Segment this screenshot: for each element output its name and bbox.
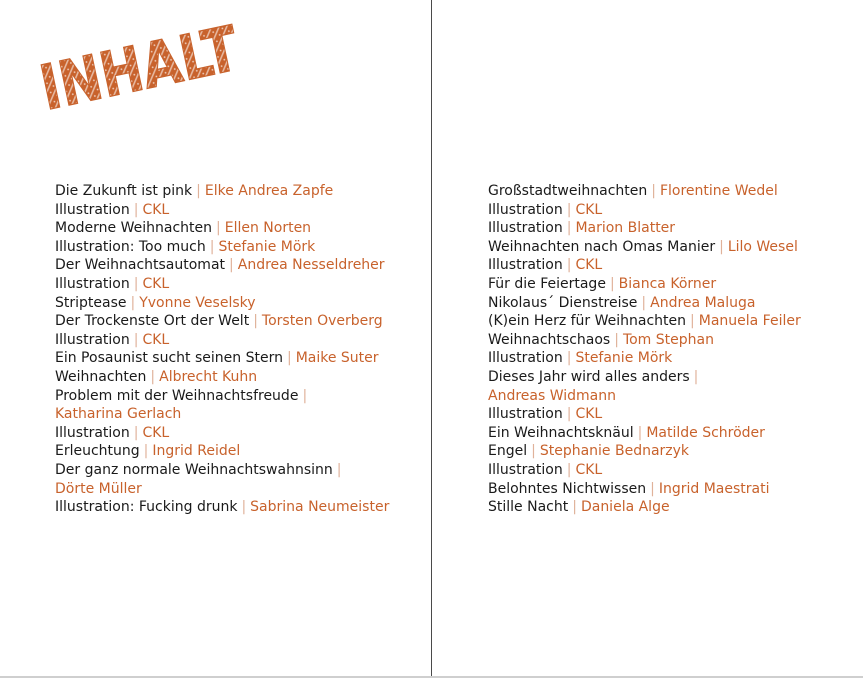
toc-entry [55, 294, 415, 313]
toc-entry [488, 480, 848, 499]
toc-entry [488, 219, 848, 238]
toc-entry-author: Torsten Overberg [261, 313, 383, 330]
toc-entry-separator: | [286, 350, 292, 367]
toc-entry [488, 498, 848, 517]
toc-entry [488, 442, 848, 461]
toc-entry-title: Für die Feiertage [488, 275, 606, 292]
toc-entry-separator: | [196, 183, 201, 199]
toc-entry-separator: | [336, 461, 342, 478]
toc-entry-title: Ein Posaunist sucht seinen Stern [55, 350, 283, 367]
toc-entry [55, 368, 415, 387]
toc-entry-title: Ein Weihnachtsknäul [488, 424, 634, 441]
toc-entry-author: Marion Blatter [575, 220, 676, 237]
toc-entry-title: Illustration [488, 220, 563, 237]
toc-entry-title: Die Zukunft ist pink [55, 183, 193, 199]
toc-entry-title: Engel [488, 443, 528, 460]
toc-entry-title: Illustration [488, 350, 563, 367]
toc-entry-title: Illustration [55, 424, 130, 441]
toc-entry [55, 331, 415, 350]
toc-entry [55, 387, 415, 406]
toc-entry [488, 256, 848, 275]
toc-entry [488, 312, 848, 331]
toc-entry-title: Illustration [488, 257, 563, 274]
toc-entry-separator: | [572, 499, 577, 516]
toc-entry-separator: | [641, 294, 647, 311]
toc-entry-author: Ellen Norten [224, 220, 312, 237]
toc-entry [488, 368, 848, 387]
toc-entry-author: Sabrina Neumeister [250, 499, 390, 516]
toc-entry-separator: | [650, 480, 655, 497]
toc-entry [488, 275, 848, 294]
toc-entry-author: Maike Suter [295, 350, 379, 367]
toc-entry [55, 256, 415, 275]
toc-entry-author: CKL [142, 201, 170, 218]
toc-entry-title: Dieses Jahr wird alles anders [488, 368, 690, 385]
toc-entry [55, 349, 415, 368]
toc-entry-separator: | [133, 201, 139, 218]
toc-entry-title: Illustration: Too much [55, 238, 206, 255]
toc-entry-separator: | [614, 331, 619, 348]
toc-entry-author: Stefanie Mörk [218, 238, 316, 255]
toc-entry-separator: | [133, 331, 139, 348]
toc-entry-author: Yvonne Veselsky [139, 294, 256, 311]
toc-entry-title: Illustration [488, 201, 563, 218]
toc-entry-author: Andreas Widmann [488, 387, 616, 404]
toc-entry-author: CKL [575, 201, 603, 218]
toc-entry-title: Weihnachten nach Omas Manier [488, 238, 716, 255]
toc-entry [55, 461, 415, 480]
toc-entry [488, 294, 848, 313]
toc-entry-author: CKL [575, 461, 603, 478]
toc-entry-separator: | [216, 220, 221, 237]
toc-entry [488, 182, 848, 201]
toc-entry-title: Illustration: Fucking drunk [55, 499, 238, 516]
toc-entry-author: Ingrid Reidel [152, 443, 241, 460]
stamp-graphic [33, 2, 291, 128]
toc-entry [55, 275, 415, 294]
page-gutter-divider [431, 0, 432, 676]
toc-entry-separator: | [651, 183, 656, 199]
toc-entry-author: CKL [142, 424, 170, 441]
toc-entry-author: CKL [142, 275, 170, 292]
toc-entry-title: Stille Nacht [488, 499, 569, 516]
toc-entry-separator: | [229, 257, 234, 274]
toc-entry [488, 461, 848, 480]
toc-entry-title: Illustration [55, 275, 130, 292]
toc-entry [55, 312, 415, 331]
toc-entry-title: Großstadtweihnachten [488, 183, 648, 199]
toc-entry-title: Moderne Weihnachten [55, 220, 212, 237]
toc-entry-title: Illustration [55, 331, 130, 348]
toc-entry-separator: | [143, 443, 149, 460]
toc-entry-separator: | [566, 201, 572, 218]
toc-entry [488, 331, 848, 350]
toc-entry-separator: | [693, 368, 699, 385]
toc-entry-author: Tom Stephan [622, 331, 714, 348]
toc-entry-author: CKL [142, 331, 170, 348]
toc-entry-author: Andrea Nesseldreher [237, 257, 385, 274]
toc-entry-separator: | [209, 238, 215, 255]
toc-entry-author: Albrecht Kuhn [159, 368, 258, 385]
toc-entry-separator: | [133, 424, 139, 441]
toc-entry [488, 405, 848, 424]
toc-entry-author: Elke Andrea Zapfe [204, 183, 334, 199]
inhalt-stamp-heading [33, 2, 291, 128]
page-bottom-edge [0, 676, 863, 678]
toc-entry-separator: | [690, 313, 695, 330]
toc-entry [488, 424, 848, 443]
toc-entry-author: Lilo Wesel [727, 238, 798, 255]
toc-entry [55, 480, 415, 499]
toc-entry-title: Nikolaus´ Dienstreise [488, 294, 638, 311]
toc-entry-author: CKL [575, 406, 603, 423]
toc-entry-separator: | [302, 387, 308, 404]
toc-entry-separator: | [609, 275, 615, 292]
toc-entry-author: Ingrid Maestrati [658, 480, 770, 497]
toc-entry [488, 349, 848, 368]
toc-entry-author: CKL [575, 257, 603, 274]
toc-entry-title: Illustration [488, 406, 563, 423]
contents-column-left [55, 182, 415, 517]
toc-entry-separator: | [133, 275, 139, 292]
toc-entry-separator: | [130, 294, 136, 311]
toc-entry-author: Andrea Maluga [650, 294, 756, 311]
toc-entry-title: (K)ein Herz für Weihnachten [488, 313, 687, 330]
toc-entry [55, 201, 415, 220]
toc-entry-author: Stephanie Bednarzyk [539, 443, 690, 460]
toc-entry-author: Stefanie Mörk [575, 350, 673, 367]
toc-entry-separator: | [566, 461, 572, 478]
toc-entry-separator: | [566, 257, 572, 274]
toc-entry-separator: | [241, 499, 247, 516]
toc-entry [55, 424, 415, 443]
toc-entry [488, 201, 848, 220]
toc-entry [55, 405, 415, 424]
toc-entry-author: Daniela Alge [580, 499, 670, 516]
toc-entry-author: Florentine Wedel [659, 183, 778, 199]
toc-entry-author: Manuela Feiler [698, 313, 801, 330]
toc-entry-author: Matilde Schröder [646, 424, 765, 441]
toc-entry-separator: | [566, 406, 572, 423]
toc-entry-title: Illustration [55, 201, 130, 218]
toc-entry-title: Weihnachten [55, 368, 147, 385]
toc-entry [55, 498, 415, 517]
toc-entry-title: Der ganz normale Weihnachtswahnsinn [55, 461, 333, 478]
toc-entry-author: Dörte Müller [55, 480, 142, 497]
toc-entry-separator: | [150, 368, 156, 385]
toc-entry-separator: | [531, 443, 536, 460]
heading-text: INHALT [33, 2, 291, 125]
toc-entry-title: Illustration [488, 461, 563, 478]
contents-column-right [488, 182, 848, 517]
toc-entry-title: Erleuchtung [55, 443, 140, 460]
toc-entry [55, 442, 415, 461]
toc-entry-title: Der Weihnachtsautomat [55, 257, 226, 274]
toc-entry [488, 387, 848, 406]
toc-entry-author: Katharina Gerlach [55, 406, 182, 423]
toc-entry-separator: | [566, 220, 572, 237]
toc-entry-separator: | [719, 238, 724, 255]
toc-entry-title: Der Trockenste Ort der Welt [55, 313, 250, 330]
toc-entry-title: Weihnachtschaos [488, 331, 611, 348]
toc-entry-separator: | [253, 313, 258, 330]
toc-entry-author: Bianca Körner [618, 275, 717, 292]
toc-entry [55, 219, 415, 238]
toc-entry-title: Striptease [55, 294, 127, 311]
toc-entry-title: Problem mit der Weihnachtsfreude [55, 387, 299, 404]
toc-entry [55, 182, 415, 201]
toc-entry [488, 238, 848, 257]
toc-entry [55, 238, 415, 257]
toc-entry-separator: | [637, 424, 643, 441]
toc-entry-title: Belohntes Nichtwissen [488, 480, 647, 497]
toc-entry-separator: | [566, 350, 572, 367]
